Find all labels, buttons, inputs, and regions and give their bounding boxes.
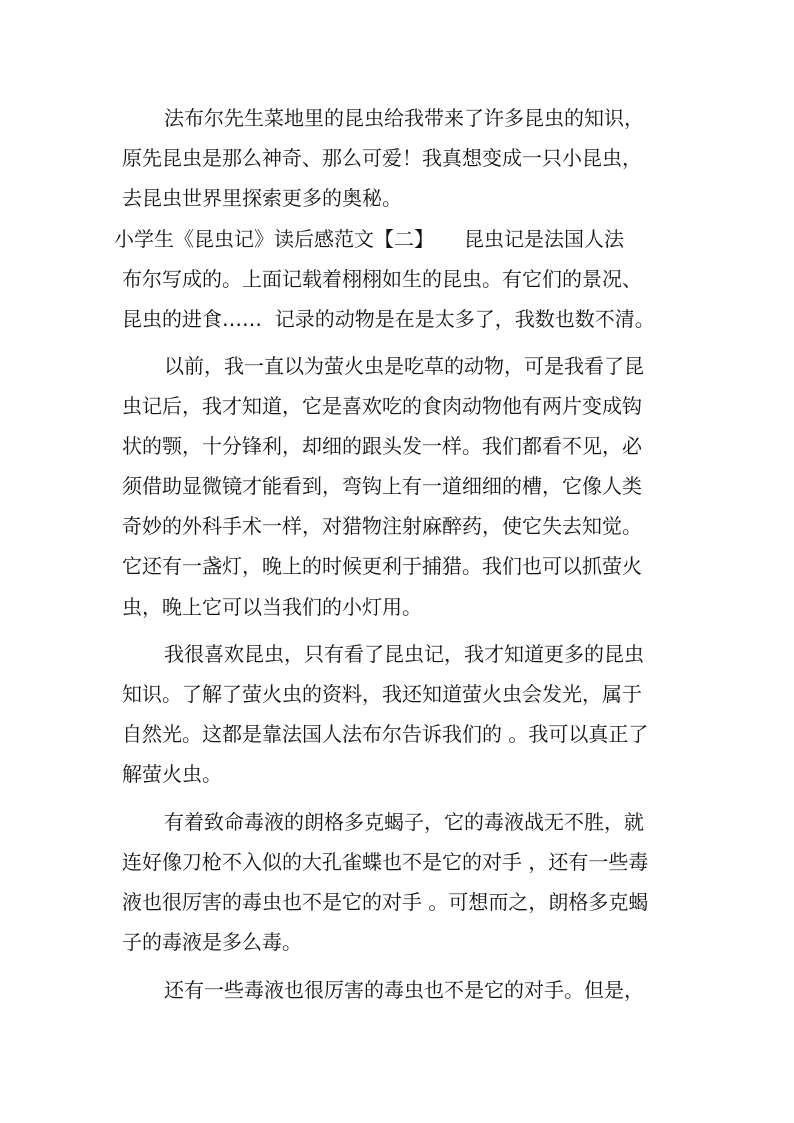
text-line: 我很喜欢昆虫，只有看了昆虫记，我才知道更多的昆虫 <box>164 642 644 666</box>
text-line: 虫记后，我才知道，它是喜欢吃的食肉动物他有两片变成钩 <box>122 394 642 418</box>
text-line: 知识。了解了萤火虫的资料，我还知道萤火虫会发光，属于 <box>122 682 642 706</box>
text-line: 昆虫的进食…… 记录的动物是在是太多了，我数也数不清。 <box>122 307 655 331</box>
text-line: 法布尔先生菜地里的昆虫给我带来了许多昆虫的知识， <box>164 106 644 130</box>
text-line: 原先昆虫是那么神奇、那么可爱！我真想变成一只小昆虫， <box>122 146 642 170</box>
text-line: 连好像刀枪不入似的大孔雀蝶也不是它的对手 ，还有一些毒 <box>122 850 649 874</box>
text-line: 去昆虫世界里探索更多的奥秘。 <box>122 186 402 210</box>
text-line: 还有一些毒液也很厉害的毒虫也不是它的对手。但是， <box>164 978 644 1002</box>
text-line: 奇妙的外科手术一样，对猎物注射麻醉药，使它失去知觉。 <box>122 514 642 538</box>
text-line: 子的毒液是多么毒。 <box>122 930 302 954</box>
text-line: 须借助显微镜才能看到，弯钩上有一道细细的槽，它像人类 <box>122 474 642 498</box>
text-line: 虫，晚上它可以当我们的小灯用。 <box>122 595 422 619</box>
text-line: 布尔写成的。上面记载着栩栩如生的昆虫。有它们的景况、 <box>122 267 642 291</box>
text-line: 有着致命毒液的朗格多克蝎子，它的毒液战无不胜，就 <box>164 810 644 834</box>
text-line: 小学生《昆虫记》读后感范文【二】 昆虫记是法国人法 <box>114 227 624 251</box>
text-line: 液也很厉害的毒虫也不是它的对手 。可想而之，朗格多克蝎 <box>122 890 649 914</box>
text-line: 以前，我一直以为萤火虫是吃草的动物，可是我看了昆 <box>164 354 644 378</box>
text-line: 解萤火虫。 <box>122 762 222 786</box>
text-line: 它还有一盏灯，晚上的时候更利于捕猎。我们也可以抓萤火 <box>122 554 642 578</box>
text-line: 自然光。这都是靠法国人法布尔告诉我们的 。我可以真正了 <box>122 722 649 746</box>
text-line: 状的颚，十分锋利，却细的跟头发一样。我们都看不见，必 <box>122 434 642 458</box>
